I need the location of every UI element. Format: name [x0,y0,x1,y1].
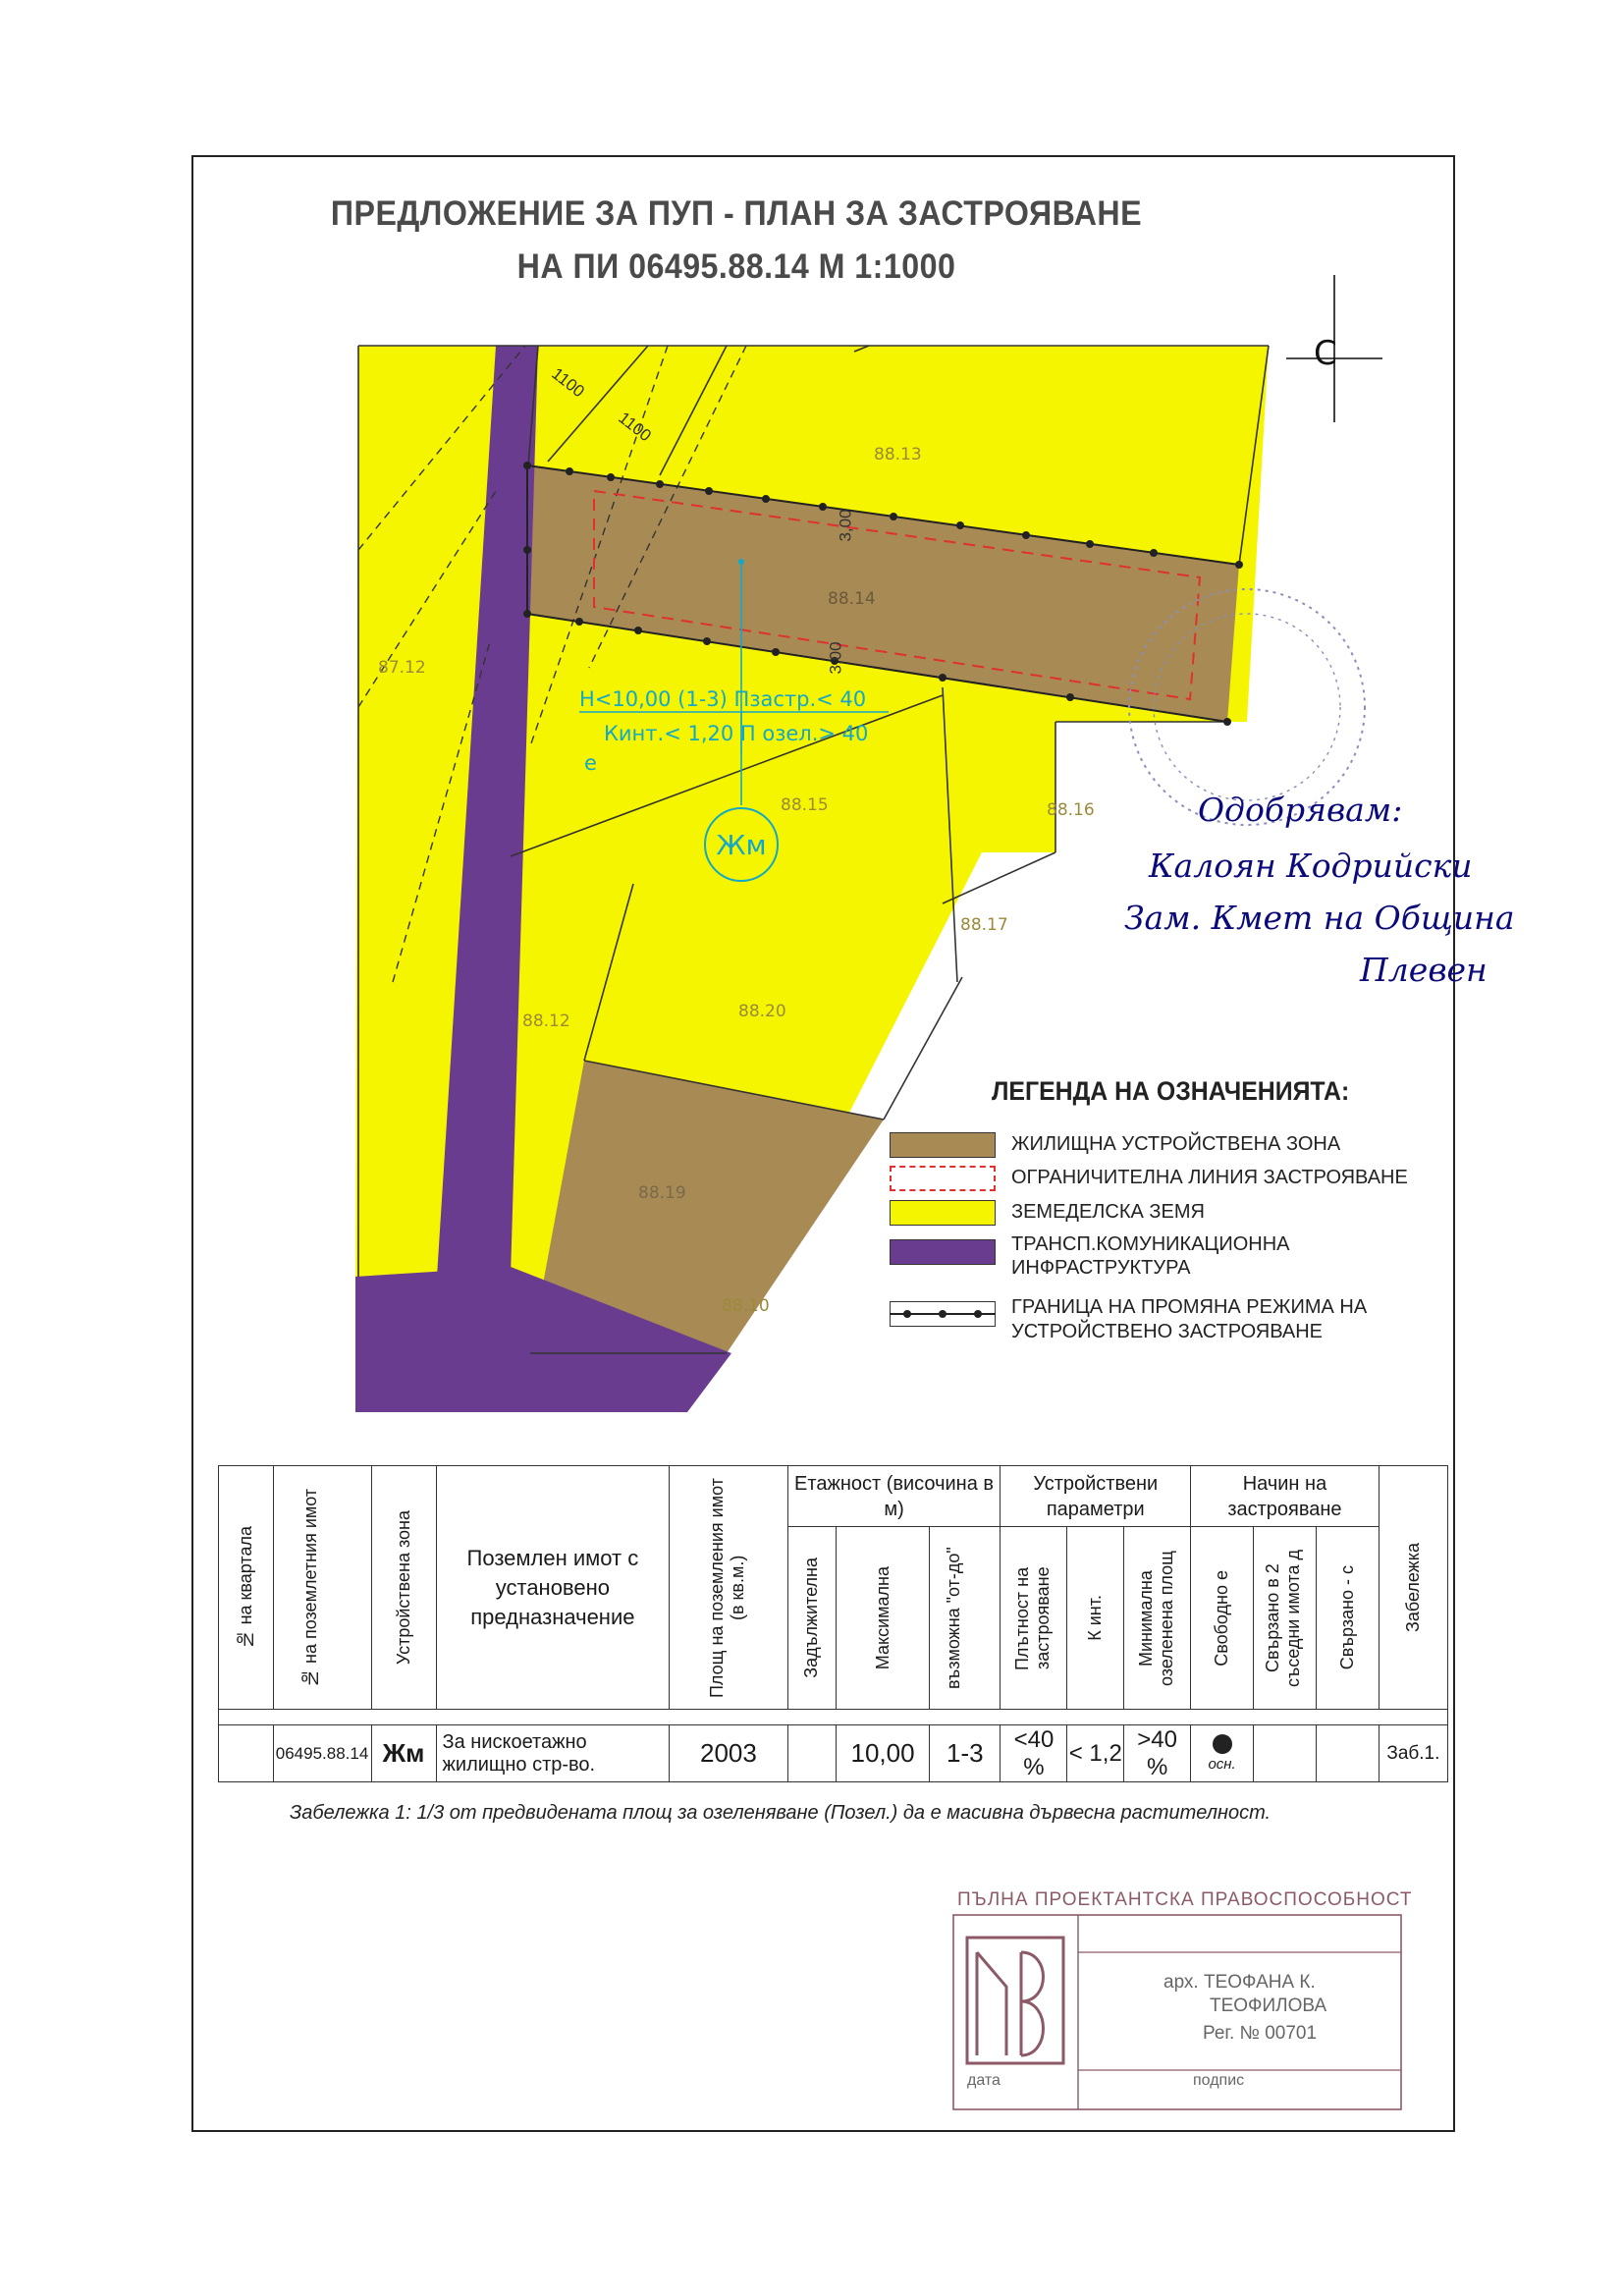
col-area: Площ на поземления имот (в кв.м.) [670,1466,787,1710]
parameters-table [218,1465,1448,1782]
boundary-swatch-icon [890,1301,996,1327]
col-kvartal: № на квартала [219,1466,274,1710]
dimension-label: 3,00 [826,641,845,675]
col-mandatory: Задължителна [787,1527,836,1710]
parcel-label: 88.12 [522,1011,570,1031]
parcel-label: 88.14 [828,589,876,609]
parcel-label: 88.16 [1047,800,1095,820]
col-free: Свободно е [1191,1527,1254,1710]
parcel-label: 88.15 [781,795,829,815]
zone-marker: Жм [704,807,779,882]
plan-subtitle: НА ПИ 06495.88.14 М 1:1000 [516,247,956,286]
col-green: Минимална озеленена площ [1124,1527,1191,1710]
col-kint: К инт. [1067,1527,1124,1710]
free-mark: осн. [1191,1725,1254,1782]
building-rules-line2: Кинт.< 1,20 П озел.> 40 [604,722,869,745]
col-zona: Устройствена зона [371,1466,436,1710]
parcel-label: 88.13 [874,445,922,465]
col-linked: Свързано - с [1316,1527,1379,1710]
stamp-logo-icon [967,1938,1063,2063]
col-imot: № на поземлетния имот [273,1466,371,1710]
stamp-reg-number: Рег. № 00701 [1203,2023,1318,2044]
filled-dot-icon [1213,1734,1232,1754]
col-purpose: Поземлен имот с установено предназначение [436,1466,670,1710]
col-max: Максимална [836,1527,929,1710]
col-density: Плътност на застрояване [1001,1527,1067,1710]
stamp-date-label: дата [967,2072,1001,2089]
parcel-label: 88.20 [738,1002,786,1021]
parcel-label: 88.10 [722,1296,770,1316]
stamp-architect-surname: ТЕОФИЛОВА [1210,1995,1327,2016]
footnote: Забележка 1: 1/3 от предвидената площ за озеленяване (Позел.) да е масивна дървесна растителност. [290,1802,1271,1824]
designer-stamp [952,1893,1402,2111]
parcel-label: 88.19 [638,1183,686,1203]
dimension-label: 1100 [548,363,588,402]
approval-line3: Зам. Кмет на Община [1124,899,1515,937]
stamp-sign-label: подпис [1193,2072,1245,2089]
parcel-label: 87.12 [378,658,426,678]
building-rules-line1: Н<10,00 (1-3) Пзастр.< 40 [579,687,867,711]
group-params: Устройствени параметри [1001,1466,1191,1527]
dimension-label: 3,00 [836,509,855,542]
transport-swatch-icon [890,1239,996,1265]
stamp-header: ПЪЛНА ПРОЕКТАНТСКА ПРАВОСПОСОБНОСТ [957,1889,1413,1910]
agricultural-swatch-icon [890,1200,996,1226]
parcel-label: 88.17 [960,915,1008,935]
approval-line2: Калоян Кодрийски [1149,847,1473,885]
stamp-architect-name: арх. ТЕОФАНА К. [1163,1972,1316,1993]
dimension-label: 1100 [615,408,655,446]
group-floors: Етажност (височина в м) [787,1466,1001,1527]
plan-title: ПРЕДЛОЖЕНИЕ ЗА ПУП - ПЛАН ЗА ЗАСТРОЯВАНЕ [330,194,1143,233]
limit-line-swatch-icon [890,1166,996,1191]
north-indicator: С [1314,334,1337,373]
approval-line1: Одобрявам: [1198,791,1403,829]
building-rules-line3: е [584,751,597,775]
table-row: 06495.88.14 Жм За нискоетажно жилищно стр-во. 2003 10,00 1-3 <40 % < 1,2 >40 % осн. Заб.1. [219,1725,1448,1782]
col-possible: възможна "от-до" [930,1527,1001,1710]
residential-swatch-icon [890,1132,996,1158]
col-note: Забележка [1379,1466,1447,1710]
approval-line4: Плевен [1360,951,1488,989]
group-method: Начин на застрояване [1191,1466,1380,1527]
col-two: Свързано в 2 съседни имота д [1254,1527,1317,1710]
legend-title: ЛЕГЕНДА НА ОЗНАЧЕНИЯТА: [992,1076,1350,1106]
